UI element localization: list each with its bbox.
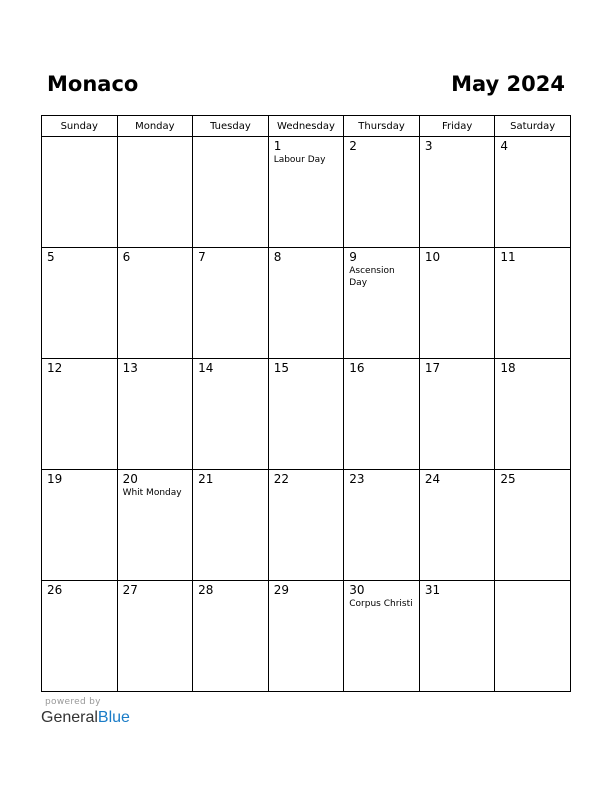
day-cell <box>344 359 420 470</box>
powered-by-text: powered by <box>45 697 101 707</box>
day-cell <box>42 581 118 692</box>
weekday-header: Sunday <box>42 116 118 137</box>
day-number: 18 <box>500 361 516 375</box>
day-number: 6 <box>122 250 131 264</box>
day-number: 4 <box>500 139 509 153</box>
day-number: 21 <box>198 472 214 486</box>
day-cell <box>268 248 344 359</box>
weekday-header-row <box>42 116 571 137</box>
day-number: 5 <box>47 250 55 264</box>
week-row <box>42 137 571 248</box>
brand-blue-text: Blue <box>97 709 130 726</box>
holiday-label: Whit Monday <box>122 488 182 498</box>
day-number: 31 <box>424 583 441 597</box>
day-cell <box>117 248 193 359</box>
day-cell <box>268 359 344 470</box>
day-cell <box>193 248 269 359</box>
month-year-title: May 2024 <box>451 72 565 96</box>
day-cell <box>42 359 118 470</box>
weekday-header: Friday <box>419 116 495 137</box>
day-number: 13 <box>122 361 138 375</box>
day-number: 22 <box>273 472 289 486</box>
day-cell <box>419 581 495 692</box>
day-cell <box>117 581 193 692</box>
day-number: 10 <box>424 250 441 264</box>
day-number: 30 <box>349 583 365 597</box>
day-cell <box>193 137 269 248</box>
day-cell <box>344 470 420 581</box>
day-number: 25 <box>500 472 516 486</box>
weekday-header: Tuesday <box>193 116 269 137</box>
day-cell <box>193 470 269 581</box>
day-cell <box>42 248 118 359</box>
day-cell <box>117 137 193 248</box>
day-cell <box>117 359 193 470</box>
day-number: 26 <box>47 583 63 597</box>
day-cell <box>117 470 193 581</box>
weekday-header: Monday <box>117 116 193 137</box>
day-cell <box>495 137 571 248</box>
day-number: 20 <box>122 472 138 486</box>
week-row <box>42 359 571 470</box>
day-cell <box>419 470 495 581</box>
day-cell <box>268 581 344 692</box>
day-number: 27 <box>122 583 138 597</box>
day-cell <box>42 470 118 581</box>
day-number: 8 <box>273 250 282 264</box>
day-number: 17 <box>424 361 441 375</box>
holiday-label: Labour Day <box>273 155 326 165</box>
country-title: Monaco <box>47 72 139 96</box>
day-number: 19 <box>47 472 63 486</box>
weekday-header: Wednesday <box>268 116 344 137</box>
day-number: 15 <box>273 361 289 375</box>
day-number: 23 <box>349 472 365 486</box>
day-cell <box>419 248 495 359</box>
day-cell <box>419 359 495 470</box>
day-cell <box>268 137 344 248</box>
day-cell <box>268 470 344 581</box>
calendar-body <box>42 137 571 692</box>
calendar-grid <box>41 115 571 692</box>
day-cell <box>495 359 571 470</box>
day-number: 12 <box>47 361 63 375</box>
week-row <box>42 248 571 359</box>
weekday-header: Saturday <box>495 116 571 137</box>
day-number: 3 <box>424 139 433 153</box>
day-cell <box>344 137 420 248</box>
day-number: 28 <box>198 583 214 597</box>
day-number: 16 <box>349 361 365 375</box>
day-cell <box>344 248 420 359</box>
day-cell <box>419 137 495 248</box>
brand-general-text: General <box>41 709 98 726</box>
generalblue-logo[interactable] <box>41 709 130 727</box>
day-cell <box>495 581 571 692</box>
holiday-label: Ascension Day <box>349 266 395 288</box>
day-number: 24 <box>424 472 441 486</box>
day-cell <box>42 137 118 248</box>
day-number: 11 <box>500 250 516 264</box>
day-number: 14 <box>198 361 214 375</box>
day-cell <box>495 248 571 359</box>
day-number: 1 <box>273 139 282 153</box>
holiday-label: Corpus Christi <box>349 599 413 609</box>
day-number: 7 <box>198 250 206 264</box>
day-cell <box>344 581 420 692</box>
day-number: 9 <box>349 250 357 264</box>
week-row <box>42 581 571 692</box>
day-cell <box>193 359 269 470</box>
weekday-header: Thursday <box>344 116 420 137</box>
day-number: 2 <box>349 139 357 153</box>
week-row <box>42 470 571 581</box>
day-number: 29 <box>273 583 289 597</box>
day-cell <box>495 470 571 581</box>
day-cell <box>193 581 269 692</box>
